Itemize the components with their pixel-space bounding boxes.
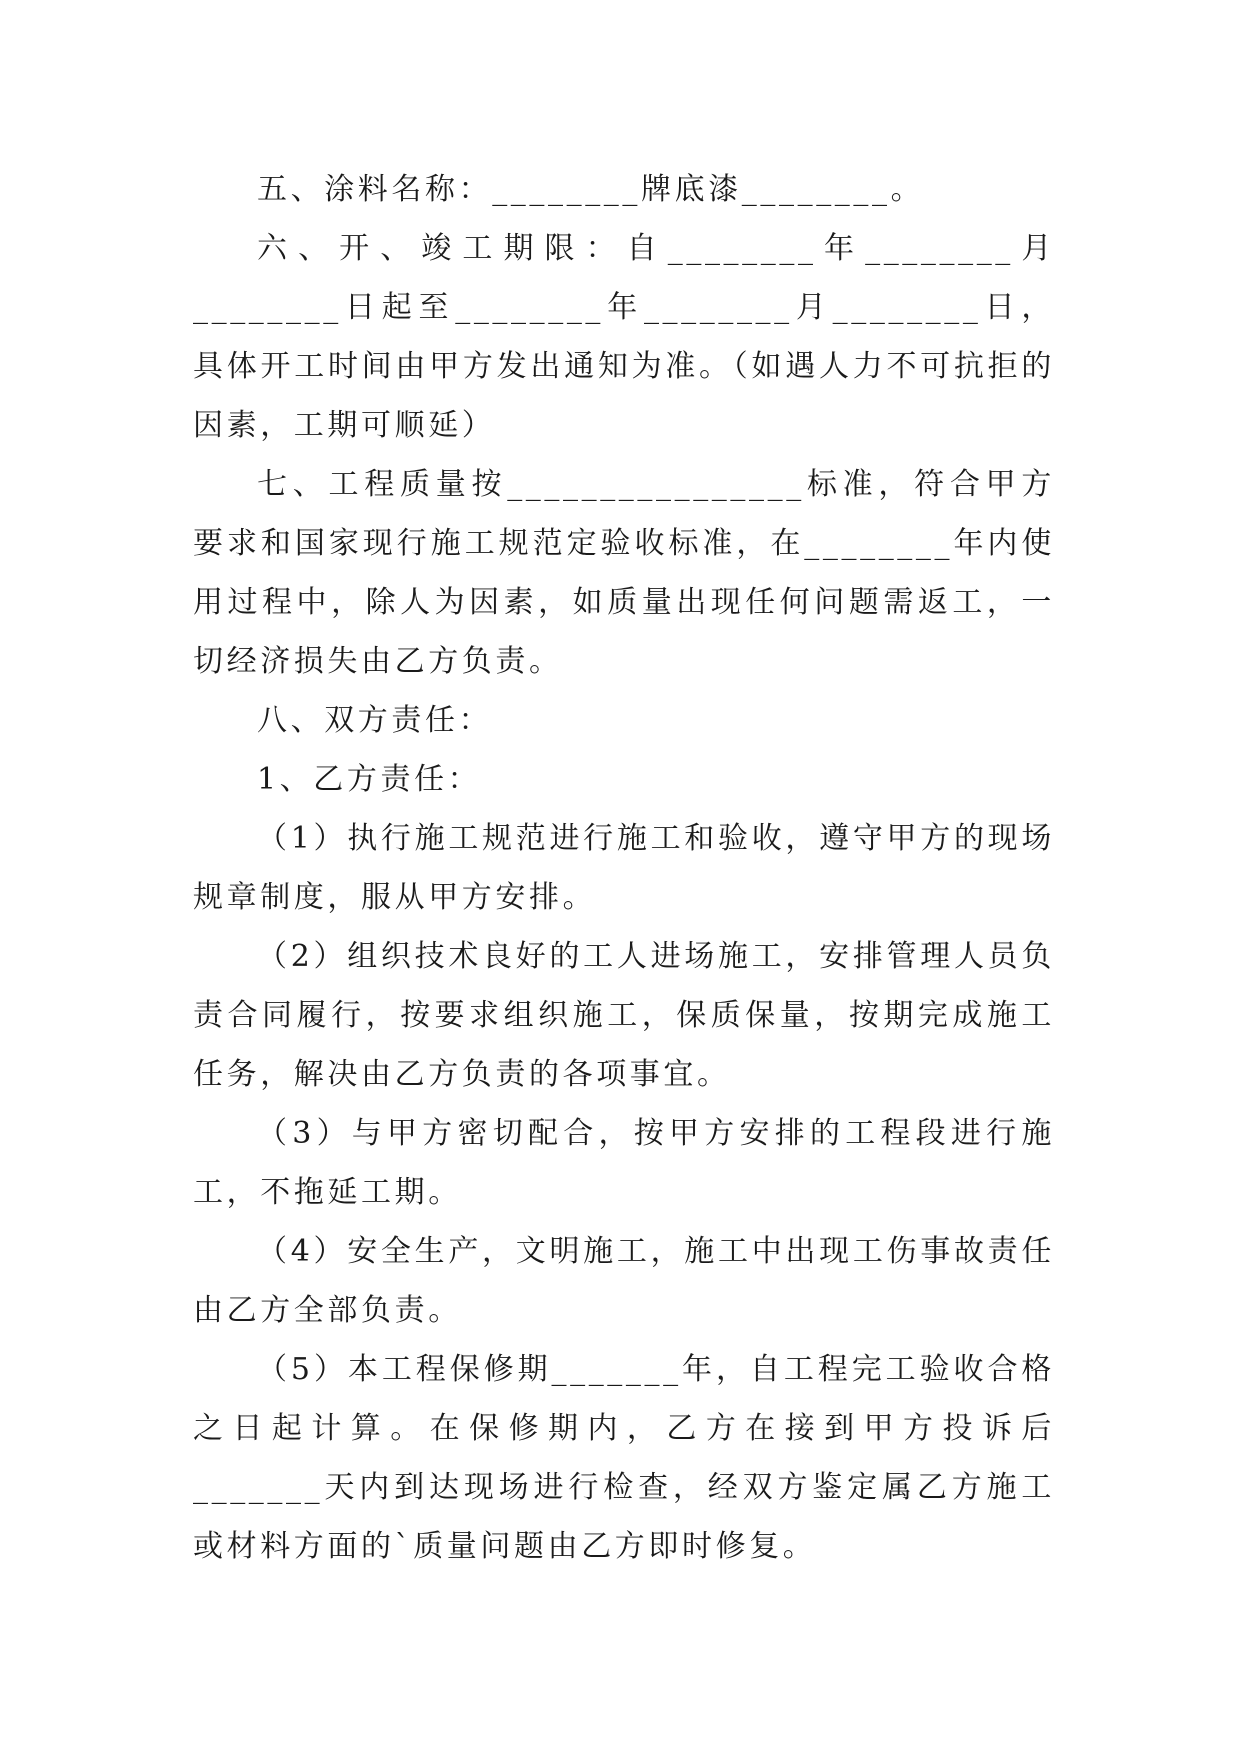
construction-period-clause: 六、开、竣工期限：自________年________月________日起至________年________月________日，具体开工时间由甲方发出通知为准。（如遇人力不可抗拒的因素，工期可顺延） bbox=[193, 231, 1055, 443]
document-page bbox=[193, 160, 1055, 1576]
responsibility-item-4: （4）安全生产，文明施工，施工中出现工伤事故责任由乙方全部负责。 bbox=[193, 1234, 1055, 1328]
party-b-responsibilities-heading: 1、乙方责任： bbox=[257, 762, 482, 797]
responsibilities-heading: 八、双方责任： bbox=[257, 703, 493, 738]
paint-name-clause: 五、涂料名称：________牌底漆________。 bbox=[257, 172, 925, 207]
responsibility-item-5: （5）本工程保修期_______年，自工程完工验收合格之日起计算。在保修期内，乙方在接到甲方投诉后_______天内到达现场进行检查，经双方鉴定属乙方施工或材料方面的`质量问题由乙方即时修复。 bbox=[193, 1352, 1055, 1564]
responsibility-item-3: （3）与甲方密切配合，按甲方安排的工程段进行施工，不拖延工期。 bbox=[193, 1116, 1055, 1210]
responsibility-item-2: （2）组织技术良好的工人进场施工，安排管理人员负责合同履行，按要求组织施工，保质保量，按期完成施工任务，解决由乙方负责的各项事宜。 bbox=[193, 939, 1055, 1092]
quality-standard-clause: 七、工程质量按________________标准，符合甲方要求和国家现行施工规范定验收标准，在________年内使用过程中，除人为因素，如质量出现任何问题需返工，一切经济损失由乙方负责。 bbox=[193, 467, 1055, 679]
responsibility-item-1: （1）执行施工规范进行施工和验收，遵守甲方的现场规章制度，服从甲方安排。 bbox=[193, 821, 1055, 915]
